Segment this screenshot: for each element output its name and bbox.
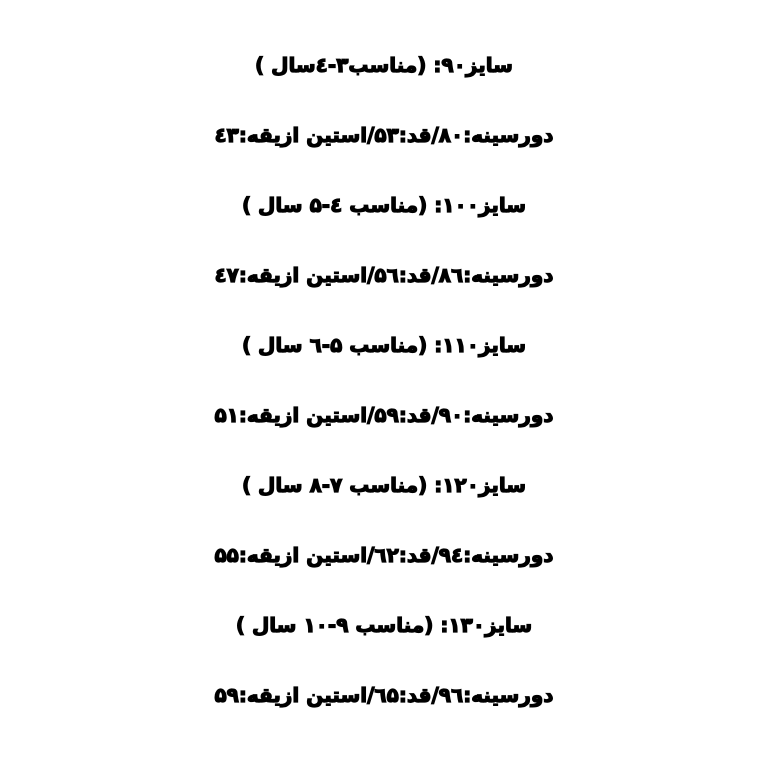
measurements-90: دورسینه:۸۰/قد:۵۳/استین ازیقه:٤۳ <box>214 123 554 147</box>
size-heading-90: سایز۹۰: (مناسب۳-٤سال ) <box>255 53 513 77</box>
measurements-120: دورسینه:۹٤/قد:٦۲/استین ازیقه:۵۵ <box>214 543 554 567</box>
size-heading-100: سایز۱۰۰: (مناسب ٤-۵ سال ) <box>241 193 527 217</box>
measurements-100: دورسینه:۸٦/قد:۵٦/استین ازیقه:٤۷ <box>214 263 554 287</box>
size-heading-120: سایز۱۲۰: (مناسب ۷-۸ سال ) <box>241 473 527 497</box>
size-heading-110: سایز۱۱۰: (مناسب ۵-٦ سال ) <box>241 333 527 357</box>
size-heading-130: سایز۱۳۰: (مناسب ۹-۱۰ سال ) <box>235 613 533 637</box>
size-chart-lines <box>0 30 768 730</box>
measurements-110: دورسینه:۹۰/قد:۵۹/استین ازیقه:۵۱ <box>214 403 554 427</box>
measurements-130: دورسینه:۹٦/قد:٦۵/استین ازیقه:۵۹ <box>214 683 554 707</box>
